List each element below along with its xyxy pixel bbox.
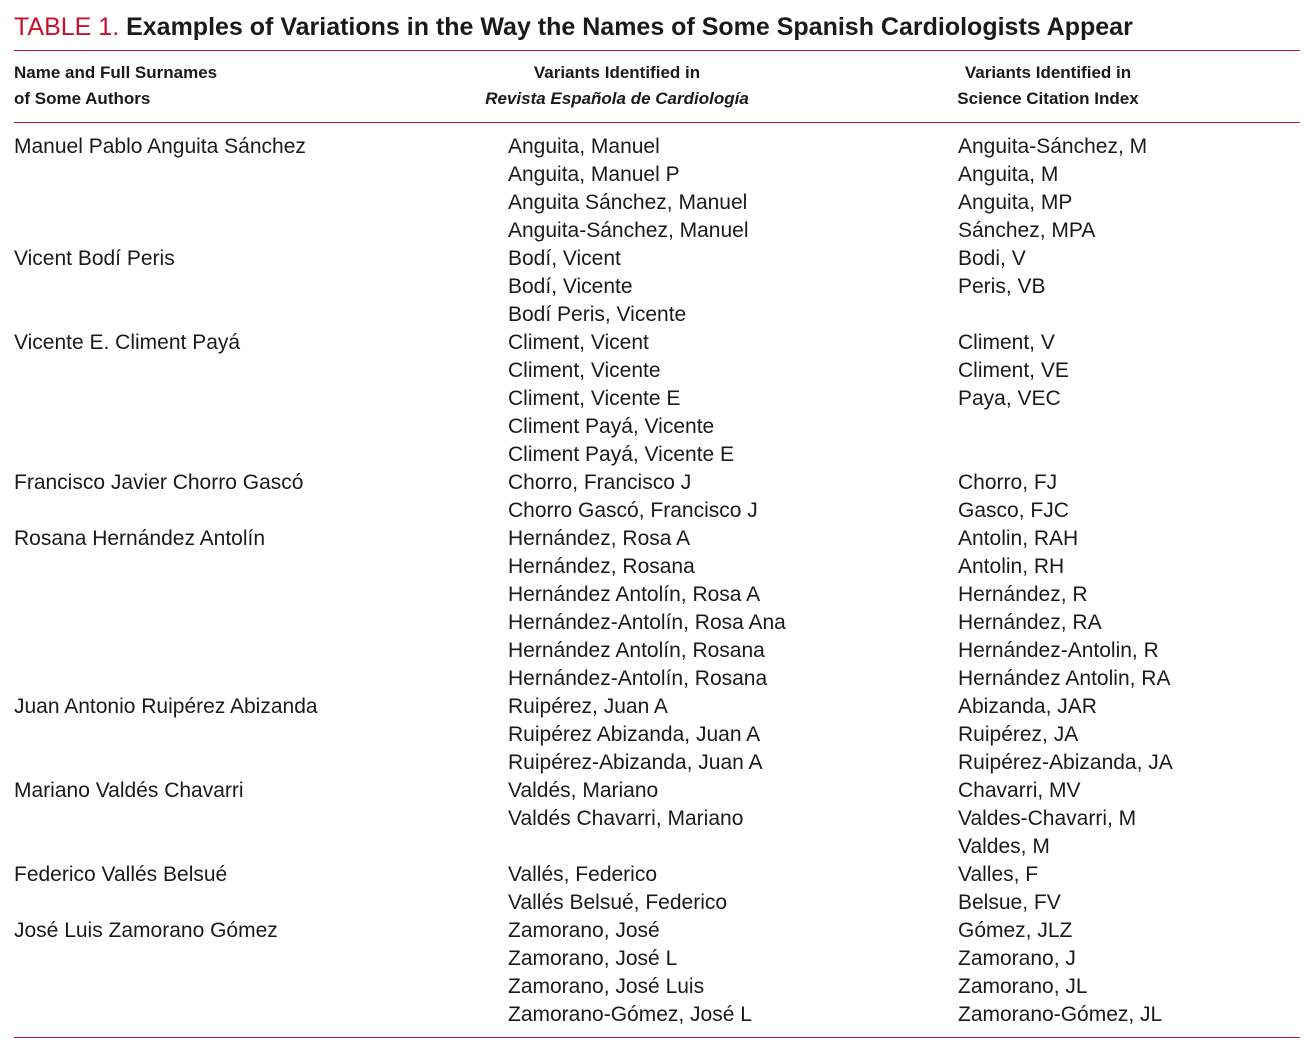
table-row (0, 133, 1310, 245)
sci-variants-cell (958, 777, 1136, 861)
table-title (14, 10, 1304, 44)
author-name (14, 133, 306, 161)
sci-variant: Anguita, MP (958, 191, 1073, 214)
rec-variant: Zamorano, José Luis (508, 975, 705, 998)
rec-variant: Valdés, Mariano (508, 779, 659, 802)
author-name-text: Vicent Bodí Peris (14, 247, 175, 270)
sci-variant: Sánchez, MPA (958, 219, 1096, 242)
sci-variant: Bodi, V (958, 247, 1026, 270)
rec-variant: Climent, Vicente (508, 359, 661, 382)
sci-variant: Hernández-Antolin, R (958, 639, 1159, 662)
rec-variants-cell (508, 133, 749, 245)
rec-variant: Hernández Antolín, Rosa A (508, 583, 761, 606)
sci-variant: Antolin, RH (958, 555, 1065, 578)
sci-variant: Hernández, R (958, 583, 1088, 606)
rec-variant: Hernández, Rosa A (508, 527, 691, 550)
rec-variant: Vallés Belsué, Federico (508, 891, 728, 914)
author-name-text: Manuel Pablo Anguita Sánchez (14, 135, 306, 158)
table-row (0, 861, 1310, 917)
sci-variants-cell (958, 329, 1069, 413)
rec-variant: Hernández Antolín, Rosana (508, 639, 765, 662)
author-name (14, 469, 303, 497)
rec-variant: Chorro, Francisco J (508, 471, 692, 494)
header-line-journal: Revista Española de Cardiología (485, 89, 749, 108)
sci-variant: Hernández Antolin, RA (958, 667, 1171, 690)
header-line: of Some Authors (14, 89, 151, 108)
rec-variant: Ruipérez, Juan A (508, 695, 668, 718)
column-header-rec-variants (470, 60, 764, 112)
sci-variant: Zamorano, JL (958, 975, 1088, 998)
rec-variant: Hernández, Rosana (508, 555, 695, 578)
sci-variant: Gasco, FJC (958, 499, 1069, 522)
author-name-text: Juan Antonio Ruipérez Abizanda (14, 695, 318, 718)
sci-variants-cell (958, 917, 1162, 1029)
sci-variant: Valdes, M (958, 835, 1050, 858)
sci-variant: Valdes-Chavarri, M (958, 807, 1137, 830)
sci-variant: Antolin, RAH (958, 527, 1079, 550)
author-name-text: Mariano Valdés Chavarri (14, 779, 244, 802)
table-caption: Examples of Variations in the Way the Names of Some Spanish Cardiologists Appear (126, 13, 1133, 41)
rec-variant: Anguita Sánchez, Manuel (508, 191, 748, 214)
sci-variant: Belsue, FV (958, 891, 1061, 914)
author-name (14, 329, 240, 357)
header-line: Name and Full Surnames (14, 63, 218, 82)
table-row (0, 777, 1310, 861)
rec-variant: Zamorano, José (508, 919, 660, 942)
rec-variant: Hernández-Antolín, Rosana (508, 667, 768, 690)
sci-variant: Chorro, FJ (958, 471, 1058, 494)
table-row (0, 525, 1310, 693)
rec-variants-cell (508, 693, 763, 777)
table-row (0, 917, 1310, 1029)
sci-variant: Peris, VB (958, 275, 1046, 298)
table-row (0, 693, 1310, 777)
sci-variant: Climent, VE (958, 359, 1069, 382)
sci-variant: Anguita-Sánchez, M (958, 135, 1148, 158)
header-line: Variants Identified in (533, 63, 701, 82)
column-header-sci-variants (920, 60, 1176, 112)
sci-variant: Gómez, JLZ (958, 919, 1073, 942)
sci-variants-cell (958, 861, 1061, 917)
rec-variant: Chorro Gascó, Francisco J (508, 499, 758, 522)
sci-variants-cell (958, 245, 1046, 301)
rec-variant: Valdés Chavarri, Mariano (508, 807, 744, 830)
sci-variant: Zamorano, J (958, 947, 1076, 970)
author-name (14, 693, 318, 721)
rec-variant: Climent Payá, Vicente E (508, 443, 735, 466)
author-name-text: Francisco Javier Chorro Gascó (14, 471, 304, 494)
author-name (14, 861, 227, 889)
sci-variants-cell (958, 469, 1069, 525)
table-row (0, 329, 1310, 469)
rec-variant: Anguita-Sánchez, Manuel (508, 219, 749, 242)
table-row (0, 245, 1310, 329)
rec-variants-cell (508, 329, 734, 469)
bottom-rule (14, 1037, 1300, 1038)
rec-variant: Anguita, Manuel P (508, 163, 680, 186)
sci-variants-cell (958, 693, 1173, 777)
rec-variants-cell (508, 777, 743, 833)
rec-variant: Anguita, Manuel (508, 135, 660, 158)
rec-variant: Climent, Vicent (508, 331, 649, 354)
rec-variants-cell (508, 861, 727, 917)
rec-variant: Ruipérez-Abizanda, Juan A (508, 751, 763, 774)
sci-variant: Chavarri, MV (958, 779, 1081, 802)
sci-variant: Climent, V (958, 331, 1055, 354)
author-name-text: Federico Vallés Belsué (14, 863, 228, 886)
sci-variant: Zamorano-Gómez, JL (958, 1003, 1163, 1026)
header-line: Science Citation Index (957, 89, 1139, 108)
rec-variant: Ruipérez Abizanda, Juan A (508, 723, 761, 746)
sci-variant: Valles, F (958, 863, 1039, 886)
rec-variant: Vallés, Federico (508, 863, 658, 886)
rec-variant: Bodí, Vicente (508, 275, 633, 298)
rec-variants-cell (508, 917, 752, 1029)
rec-variants-cell (508, 525, 786, 693)
rec-variant: Bodí, Vicent (508, 247, 621, 270)
table-label: TABLE 1. (14, 13, 120, 41)
author-name-text: José Luis Zamorano Gómez (14, 919, 278, 942)
rec-variants-cell (508, 245, 686, 329)
author-name (14, 525, 265, 553)
sci-variant: Hernández, RA (958, 611, 1102, 634)
author-name (14, 777, 244, 805)
sci-variant: Paya, VEC (958, 387, 1061, 410)
rec-variant: Climent Payá, Vicente (508, 415, 715, 438)
sci-variants-cell (958, 133, 1147, 245)
rec-variants-cell (508, 469, 758, 525)
rec-variant: Zamorano, José L (508, 947, 678, 970)
sci-variant: Ruipérez-Abizanda, JA (958, 751, 1173, 774)
author-name (14, 245, 175, 273)
rec-variant: Hernández-Antolín, Rosa Ana (508, 611, 786, 634)
rec-variant: Bodí Peris, Vicente (508, 303, 687, 326)
table-row (0, 469, 1310, 525)
column-header-author (14, 60, 217, 112)
header-rule (14, 122, 1300, 123)
rec-variant: Zamorano-Gómez, José L (508, 1003, 752, 1026)
table-body (0, 133, 1310, 1029)
author-name (14, 917, 278, 945)
sci-variant: Anguita, M (958, 163, 1059, 186)
top-rule (14, 50, 1300, 51)
rec-variant: Climent, Vicente E (508, 387, 681, 410)
sci-variant: Ruipérez, JA (958, 723, 1079, 746)
author-name-text: Rosana Hernández Antolín (14, 527, 266, 550)
sci-variant: Abizanda, JAR (958, 695, 1097, 718)
header-line: Variants Identified in (964, 63, 1132, 82)
sci-variants-cell (958, 525, 1170, 693)
author-name-text: Vicente E. Climent Payá (14, 331, 241, 354)
